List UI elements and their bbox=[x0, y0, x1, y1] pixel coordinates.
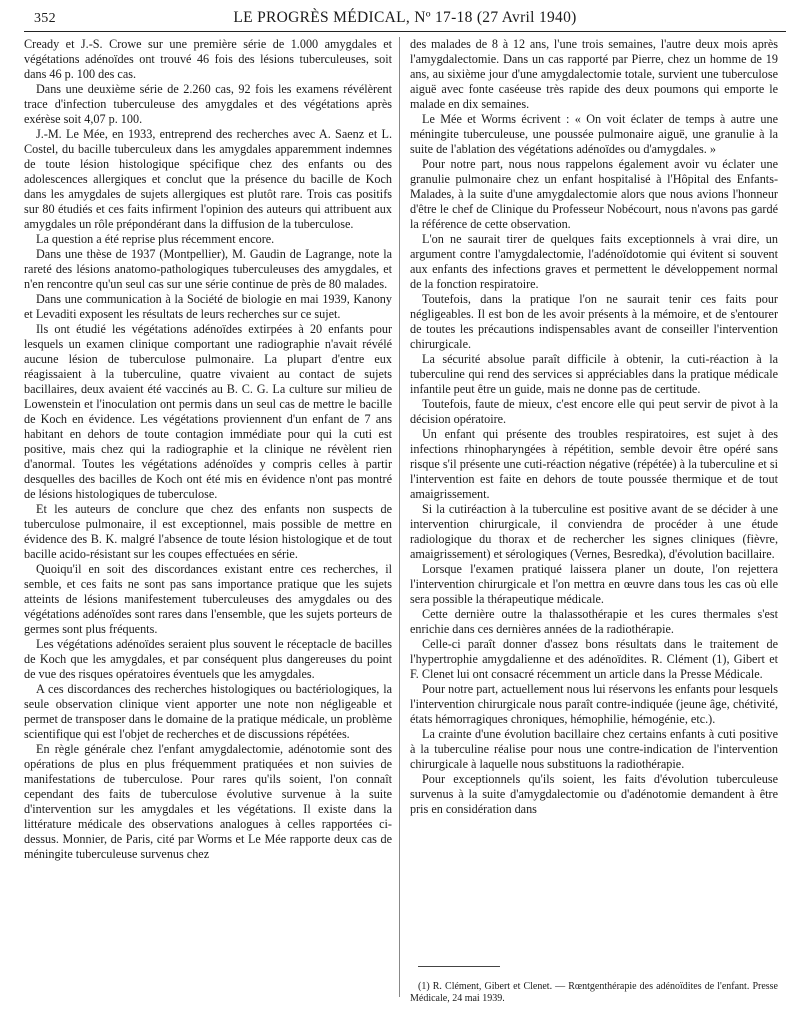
left-column bbox=[24, 37, 392, 862]
footnote-rule bbox=[418, 966, 500, 967]
paragraph: Cready et J.-S. Crowe sur une première série de 1.000 amygdales et végétations adénoïdes ont trouvé 46 fois des lésions tuberculeuses, soit dans 46 p. 100 des cas. bbox=[24, 37, 392, 81]
paragraph: J.-M. Le Mée, en 1933, entreprend des recherches avec A. Saenz et L. Costel, du bacille tuberculeux dans les amygdales apparemment indemnes de toute lésion histologique spécifique chez des enfants ou des adolescences allergiques et conclut que la présence du bacille de Koch dans les amygdales de sujets allergiques est plutôt rare. Trois cas positifs sur 80 étudiés et ces faits infirment l'opinion des auteurs qui attribuent aux amygdales un rôle prépondérant dans la diffusion de la tuberculose. bbox=[24, 127, 392, 231]
paragraph: Lorsque l'examen pratiqué laissera planer un doute, l'on rejettera l'intervention chirurgicale et l'on mettra en œuvre dans tous les cas où elle sera possible la thérapeutique médicale. bbox=[410, 562, 778, 606]
paragraph: Pour notre part, nous nous rappelons également avoir vu éclater une granulie pulmonaire chez un enfant hospitalisé à l'Hôpital des Enfants-Malades, à la suite d'une amygdalectomie alors que nous avions l'honneur d'être le chef de Clinique du Professeur Nobécourt, nous n'avons pas gardé la référence de cette observation. bbox=[410, 157, 778, 231]
journal-title: LE PROGRÈS MÉDICAL, Nº 17-18 (27 Avril 1940) bbox=[233, 9, 577, 26]
paragraph: Un enfant qui présente des troubles respiratoires, est sujet à des infections rhinopharyngées à répétition, semble devoir être opéré sans risque s'il présente une cuti-réaction négative (répétée) à la tuberculine et si l'intervention est faite en dehors de toute poussée thermique et de tout amaigrissement. bbox=[410, 427, 778, 501]
paragraph: Toutefois, faute de mieux, c'est encore elle qui peut servir de pivot à la décision opératoire. bbox=[410, 397, 778, 426]
paragraph: Toutefois, dans la pratique l'on ne saurait tenir ces faits pour négligeables. Il est bon de les avoir présents à la mémoire, et de s'entourer de toutes les précautions indispensables avant de conseiller l'intervention chirurgicale. bbox=[410, 292, 778, 351]
paragraph: Les végétations adénoïdes seraient plus souvent le réceptacle de bacilles de Koch que les amygdales, et par conséquent plus dangereuses du point de vue des risques opératoires éventuels que les amygdales. bbox=[24, 637, 392, 681]
footnote: (1) R. Clément, Gibert et Clenet. — Rœntgenthérapie des adénoïdites de l'enfant. Presse Médicale, 24 mai 1939. bbox=[410, 981, 778, 1004]
paragraph: Si la cutiréaction à la tuberculine est positive avant de se décider à une intervention chirurgicale, il conviendra de procéder à une étude radiologique du thorax et de rechercher les signes cliniques (fièvre, amaigrissement) et sérologiques (Vernes, Besredka), d'évolution bacillaire. bbox=[410, 502, 778, 561]
paragraph: Et les auteurs de conclure que chez des enfants non suspects de tuberculose pulmonaire, il est exceptionnel, mais possible de mettre en évidence des B. K. malgré l'absence de toute lésion histologique et de tout bacille acido-résistant sur les coupes effectuées en série. bbox=[24, 502, 392, 561]
paragraph: Pour exceptionnels qu'ils soient, les faits d'évolution tuberculeuse survenus à la suite d'amygdalectomie ou d'adénotomie demandent à être pris en considération dans bbox=[410, 772, 778, 816]
paragraph: L'on ne saurait tirer de quelques faits exceptionnels à vrai dire, un argument contre l'amygdalectomie, l'adénoïdotomie qui évitent si souvent aux enfants des infections graves et permettent le développement normal de la fonction respiratoire. bbox=[410, 232, 778, 291]
paragraph: Dans une thèse de 1937 (Montpellier), M. Gaudin de Lagrange, note la rareté des lésions anatomo-pathologiques tuberculeuses des amygdales, et n'en rencontre qu'un seul cas sur une série continue de près de 80 malades. bbox=[24, 247, 392, 291]
paragraph: La crainte d'une évolution bacillaire chez certains enfants à cuti positive à la tuberculine réalise pour nous une contre-indication de l'intervention chirurgicale à laquelle nous substituons la radiothérapie. bbox=[410, 727, 778, 771]
paragraph: des malades de 8 à 12 ans, l'une trois semaines, l'autre deux mois après l'amygdalectomie. Dans un cas rapporté par Pierre, chez un homme de 19 ans, au sixième jour d'une amygdalectomie totale, survient une tuberculose aiguë avec fonte caséeuse très rapide des deux poumons qui emporte le malade en dix semaines. bbox=[410, 37, 778, 111]
paragraph: Quoiqu'il en soit des discordances existant entre ces recherches, il semble, et ces faits ne sont pas sans importance pratique que les sujets atteints de lésions manifestement tuberculeuses des amygdales ou des végétations adénoïdes sont rares dans l'ensemble, que les sujets porteurs de germes sont plus fréquents. bbox=[24, 562, 392, 636]
paragraph: Pour notre part, actuellement nous lui réservons les enfants pour lesquels l'intervention chirurgicale nous paraît contre-indiquée (jeune âge, chétivité, états hémorragiques chroniques, hémophilie, hémogénie, etc.). bbox=[410, 682, 778, 726]
paragraph: En règle générale chez l'enfant amygdalectomie, adénotomie sont des opérations de plus en plus fréquemment pratiquées et non suivies de manifestations de tuberculose. Pour rares qu'ils soient, l'on connaît cependant des faits de tuberculose évolutive survenue à la suite d'intervention sur les amygdales et les végétations. Il existe dans la littérature médicale des observations analogues à celles rapportées ci-dessus. Monnier, de Paris, cité par Worms et Le Mée rapporte deux cas de méningite tuberculeuse survenus chez bbox=[24, 742, 392, 861]
paragraph: La sécurité absolue paraît difficile à obtenir, la cuti-réaction à la tuberculine qui rend des services si appréciables dans la pratique médicale infantile peut être un guide, mais ne donne pas de certitude. bbox=[410, 352, 778, 396]
right-column bbox=[410, 37, 778, 817]
paragraph: Cette dernière outre la thalassothérapie et les cures thermales s'est enrichie dans ces dernières années de la radiothérapie. bbox=[410, 607, 778, 636]
header-rule bbox=[24, 31, 786, 32]
paragraph: Dans une deuxième série de 2.260 cas, 92 fois les examens révélèrent trace d'infection tuberculeuse des amygdales et des végétations après exérèse soit 4,07 p. 100. bbox=[24, 82, 392, 126]
paragraph: Celle-ci paraît donner d'assez bons résultats dans le traitement de l'hypertrophie amygdalienne et des adénoïdites. R. Clément (1), Gibert et F. Clenet lui ont consacré récemment un article dans la Presse Médicale. bbox=[410, 637, 778, 681]
paragraph: Dans une communication à la Société de biologie en mai 1939, Kanony et Levaditi exposent les résultats de leurs recherches sur ce sujet. bbox=[24, 292, 392, 321]
paragraph: Le Mée et Worms écrivent : « On voit éclater de temps à autre une méningite tuberculeuse, une poussée pulmonaire aiguë, une granulie à la suite de l'ablation des végétations adénoïdes ou d'amygdales. » bbox=[410, 112, 778, 156]
column-divider bbox=[399, 37, 400, 997]
running-head bbox=[24, 6, 786, 30]
page-number: 352 bbox=[34, 11, 56, 26]
paragraph: Ils ont étudié les végétations adénoïdes extirpées à 20 enfants pour lesquels un examen clinique comportant une radiographie n'avait révélé aucune lésion de tuberculose pulmonaire. La plupart d'entre eux réagissaient à la tuberculine, quatre vivaient au contact de sujets bacillaires, deux avaient été vaccinés au B. C. G. La culture sur milieu de Lowenstein et l'inoculation ont permis dans un seul cas de mettre le bacille de Koch en évidence. Les végétations proviennent d'un enfant de 7 ans habitant en dehors de toute contagion immédiate pour qui la cuti est positive, mais chez qui la radiographie et la clinique ne révèlent rien d'anormal. Toutes les végétations adénoïdes y compris celles à partir desquelles des bacilles de Koch ont été mis en évidence n'ont pas montré de lésions histologiques de tuberculose. bbox=[24, 322, 392, 501]
paragraph: A ces discordances des recherches histologiques ou bactériologiques, la seule observation clinique vient apporter une note non négligeable et permet de transposer dans le domaine de la pratique médicale, un problème scientifique qui est l'objet de recherches et de discussions répétées. bbox=[24, 682, 392, 741]
paragraph: La question a été reprise plus récemment encore. bbox=[36, 232, 275, 246]
